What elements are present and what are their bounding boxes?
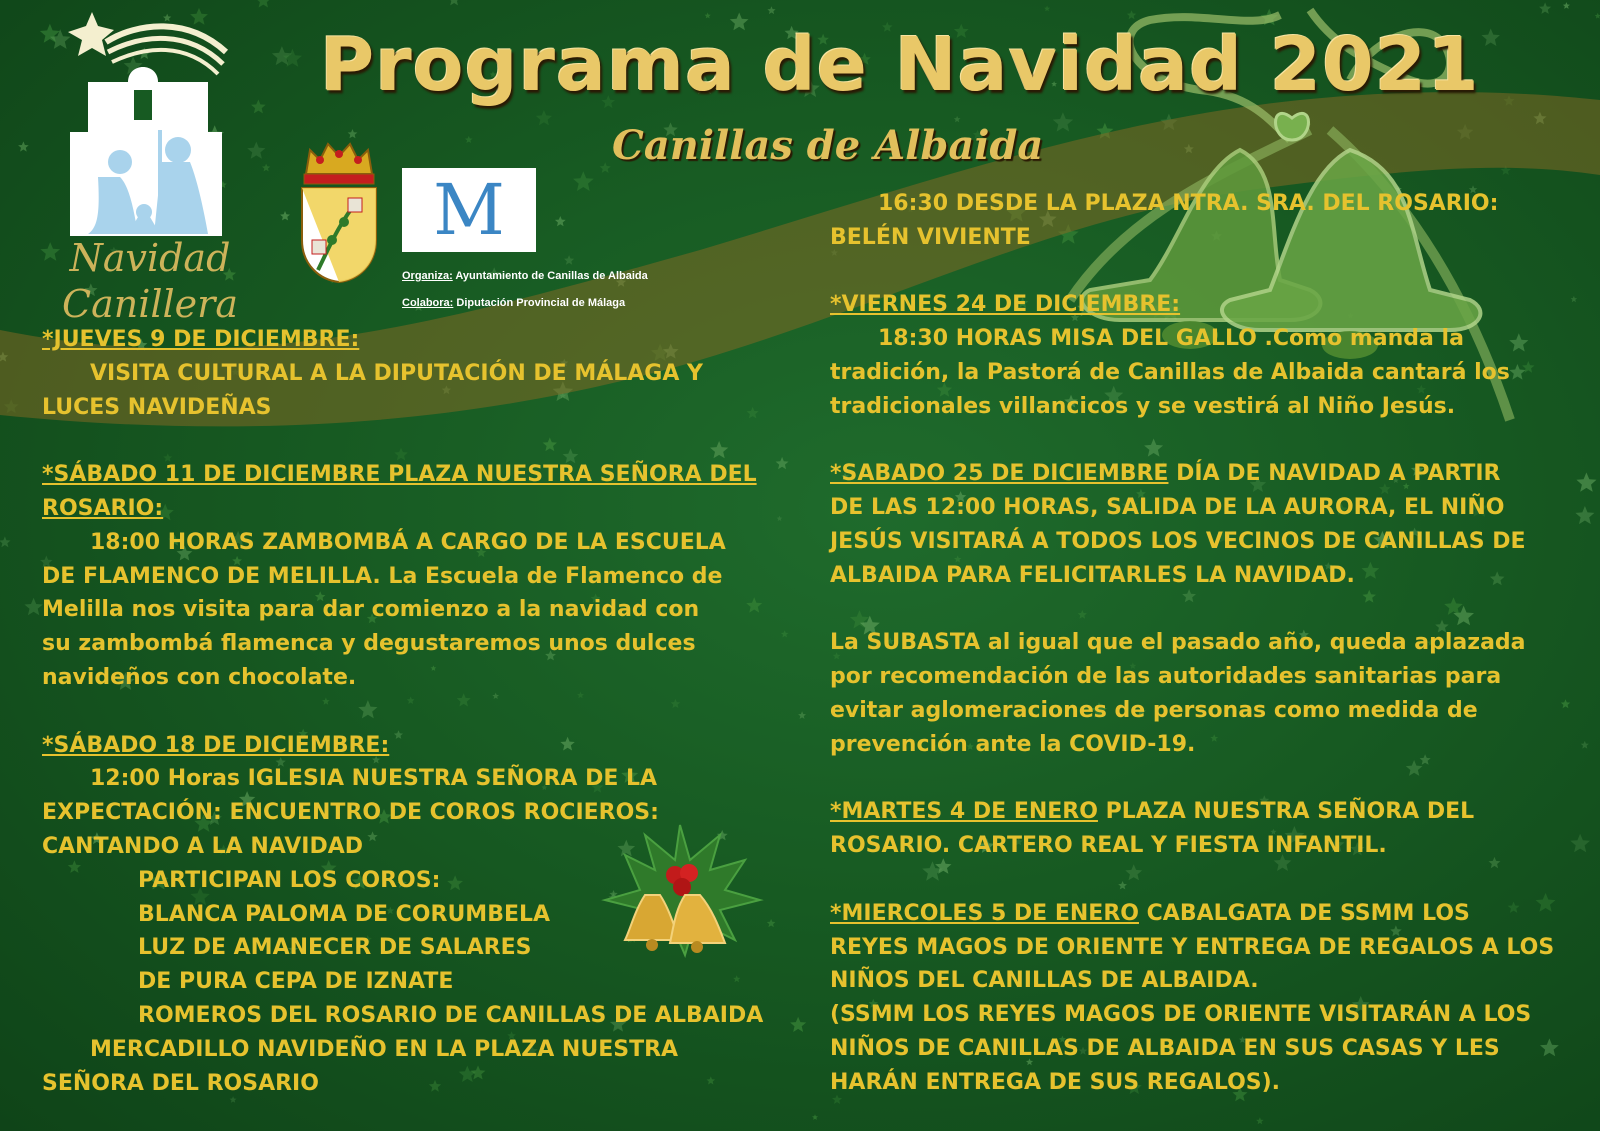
event-text: 18:30 HORAS MISA DEL GALLO .Como manda la <box>878 326 1464 352</box>
credit-colabora <box>402 297 625 309</box>
event-text: CABALGATA DE SSMM LOS <box>1138 900 1470 926</box>
subasta-text: evitar aglomeraciones de personas como medida de <box>830 697 1478 723</box>
event-miercoles-5 <box>830 897 1570 931</box>
event-text: (SSMM LOS REYES MAGOS DE ORIENTE VISITARÁN A LOS <box>830 1002 1532 1028</box>
event-text: Melilla nos visita para dar comienzo a la navidad con <box>42 597 700 623</box>
program-left-column <box>42 323 787 1100</box>
event-text: 18:00 HORAS ZAMBOMBÁ A CARGO DE LA ESCUELA <box>90 529 726 555</box>
event-text: BELÉN VIVIENTE <box>830 224 1031 250</box>
navidad-canillera-text <box>60 235 240 327</box>
coro-item: BLANCA PALOMA DE CORUMBELA <box>138 901 551 927</box>
event-text: su zambombá flamenca y degustaremos unos dulces <box>42 631 696 657</box>
coros-label: PARTICIPAN LOS COROS: <box>138 867 441 893</box>
event-text: navideños con chocolate. <box>42 664 357 690</box>
event-text: ROSARIO. CARTERO REAL Y FIESTA INFANTIL. <box>830 833 1387 859</box>
event-text: NIÑOS DEL CANILLAS DE ALBAIDA. <box>830 968 1259 994</box>
event-text: DE FLAMENCO DE MELILLA. La Escuela de Flamenco de <box>42 563 723 589</box>
event-text: tradición, la Pastorá de Canillas de Albaida cantará los <box>830 359 1510 385</box>
credit-organiza <box>402 270 648 282</box>
event-text: REYES MAGOS DE ORIENTE Y ENTREGA DE REGALOS A LOS <box>830 934 1555 960</box>
event-text: HARÁN ENTREGA DE SUS REGALOS). <box>830 1069 1281 1095</box>
event-text: DE LAS 12:00 HORAS, SALIDA DE LA AURORA, EL NIÑO <box>830 495 1505 521</box>
event-text: 12:00 Horas IGLESIA NUESTRA SEÑORA DE LA <box>90 766 658 792</box>
credit-organiza-value: Ayuntamiento de Canillas de Albaida <box>455 270 648 282</box>
logo-line-2: Canillera <box>62 282 238 326</box>
coat-of-arms-icon <box>298 140 380 285</box>
event-martes-4 <box>830 795 1570 829</box>
page-subtitle: Canillas de Albaida <box>612 122 1044 169</box>
coro-item: ROMEROS DEL ROSARIO DE CANILLAS DE ALBAIDA <box>138 1002 764 1028</box>
event-heading-miercoles-5: *MIERCOLES 5 DE ENERO <box>830 900 1139 926</box>
event-sabado-25 <box>830 457 1570 491</box>
program-right-column <box>830 187 1570 1100</box>
event-text: NIÑOS DE CANILLAS DE ALBAIDA EN SUS CASAS Y LES <box>830 1035 1500 1061</box>
logo-line-1: Navidad <box>69 236 231 280</box>
page-title: Programa de Navidad 2021 <box>320 22 1480 108</box>
event-heading-sabado-11: *SÁBADO 11 DE DICIEMBRE PLAZA NUESTRA SEÑORA DEL <box>42 462 757 488</box>
logo-m-letter: M <box>433 169 505 251</box>
subasta-text: La SUBASTA al igual que el pasado año, queda aplazada <box>830 630 1526 656</box>
navidad-canillera-logo <box>58 12 238 242</box>
credit-colabora-value: Diputación Provincial de Málaga <box>456 297 626 309</box>
event-text: CANTANDO A LA NAVIDAD <box>42 833 364 859</box>
event-heading-sabado-18: *SÁBADO 18 DE DICIEMBRE: <box>42 732 390 758</box>
event-text: 16:30 DESDE LA PLAZA NTRA. SRA. DEL ROSARIO: <box>878 191 1499 216</box>
event-text: DÍA DE NAVIDAD A PARTIR <box>1168 461 1501 487</box>
event-text: tradicionales villancicos y se vestirá al Niño Jesús. <box>830 393 1456 419</box>
subasta-text: prevención ante la COVID-19. <box>830 731 1196 757</box>
event-text: SEÑORA DEL ROSARIO <box>42 1070 319 1096</box>
event-text: VISITA CULTURAL A LA DIPUTACIÓN DE MÁLAGA Y <box>90 360 703 386</box>
event-text: MERCADILLO NAVIDEÑO EN LA PLAZA NUESTRA <box>90 1036 679 1062</box>
credit-organiza-label: Organiza: <box>402 270 453 282</box>
event-heading-viernes-24: *VIERNES 24 DE DICIEMBRE: <box>830 292 1181 318</box>
event-text: ALBAIDA PARA FELICITARLES LA NAVIDAD. <box>830 562 1355 588</box>
event-heading-martes-4: *MARTES 4 DE ENERO <box>830 799 1098 825</box>
event-heading-jueves: *JUEVES 9 DE DICIEMBRE: <box>42 327 360 352</box>
credit-colabora-label: Colabora: <box>402 297 454 309</box>
event-heading-sabado-25: *SABADO 25 DE DICIEMBRE <box>830 461 1169 487</box>
event-text: JESÚS VISITARÁ A TODOS LOS VECINOS DE CANILLAS DE <box>830 528 1526 554</box>
diputacion-logo <box>402 168 536 252</box>
event-text: EXPECTACIÓN: ENCUENTRO DE COROS ROCIEROS: <box>42 800 659 826</box>
coro-item: LUZ DE AMANECER DE SALARES <box>138 935 532 961</box>
subasta-text: por recomendación de las autoridades sanitarias para <box>830 664 1502 690</box>
event-text: LUCES NAVIDEÑAS <box>42 394 272 420</box>
event-heading-sabado-11-cont: ROSARIO: <box>42 495 164 521</box>
coro-item: DE PURA CEPA DE IZNATE <box>138 969 454 995</box>
event-text: PLAZA NUESTRA SEÑORA DEL <box>1097 799 1475 825</box>
